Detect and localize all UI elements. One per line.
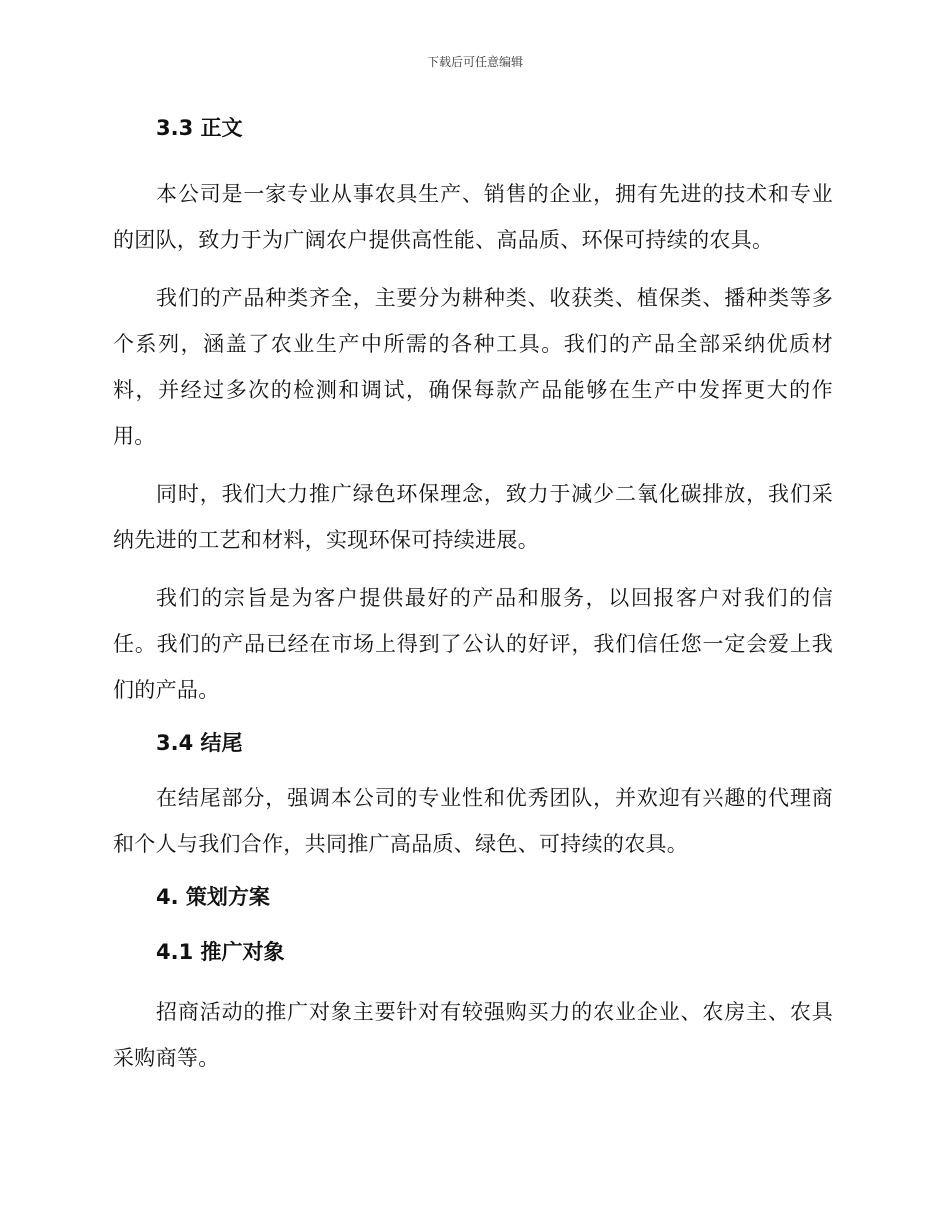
section-heading-4: 4. 策划方案 [156, 885, 270, 909]
header-note: 下载后可任意编辑 [426, 55, 523, 69]
section-heading-3-3: 3.3 正文 [156, 116, 243, 140]
section-heading-4-1: 4.1 推广对象 [156, 940, 285, 964]
document-body [113, 110, 833, 1081]
body-paragraph: 招商活动的推广对象主要针对有较强购买力的农业企业、农房主、农具采购商等。 [113, 1000, 833, 1070]
body-paragraph: 我们的产品种类齐全，主要分为耕种类、收获类、植保类、播种类等多个系列，涵盖了农业生产中所需的各种工具。我们的产品全部采纳优质材料，并经过多次的检测和调试，确保每款产品能够在生产中发挥更大的作用。 [113, 286, 833, 448]
body-paragraph: 在结尾部分，强调本公司的专业性和优秀团队，并欢迎有兴趣的代理商和个人与我们合作，共同推广高品质、绿色、可持续的农具。 [113, 786, 833, 856]
section-heading-3-4: 3.4 结尾 [156, 731, 243, 755]
body-paragraph: 我们的宗旨是为客户提供最好的产品和服务，以回报客户对我们的信任。我们的产品已经在市场上得到了公认的好评，我们信任您一定会爱上我们的产品。 [113, 586, 833, 702]
body-paragraph: 本公司是一家专业从事农具生产、销售的企业，拥有先进的技术和专业的团队，致力于为广阔农户提供高性能、高品质、环保可持续的农具。 [113, 182, 833, 252]
body-paragraph: 同时，我们大力推广绿色环保理念，致力于减少二氧化碳排放，我们采纳先进的工艺和材料，实现环保可持续进展。 [113, 482, 833, 552]
